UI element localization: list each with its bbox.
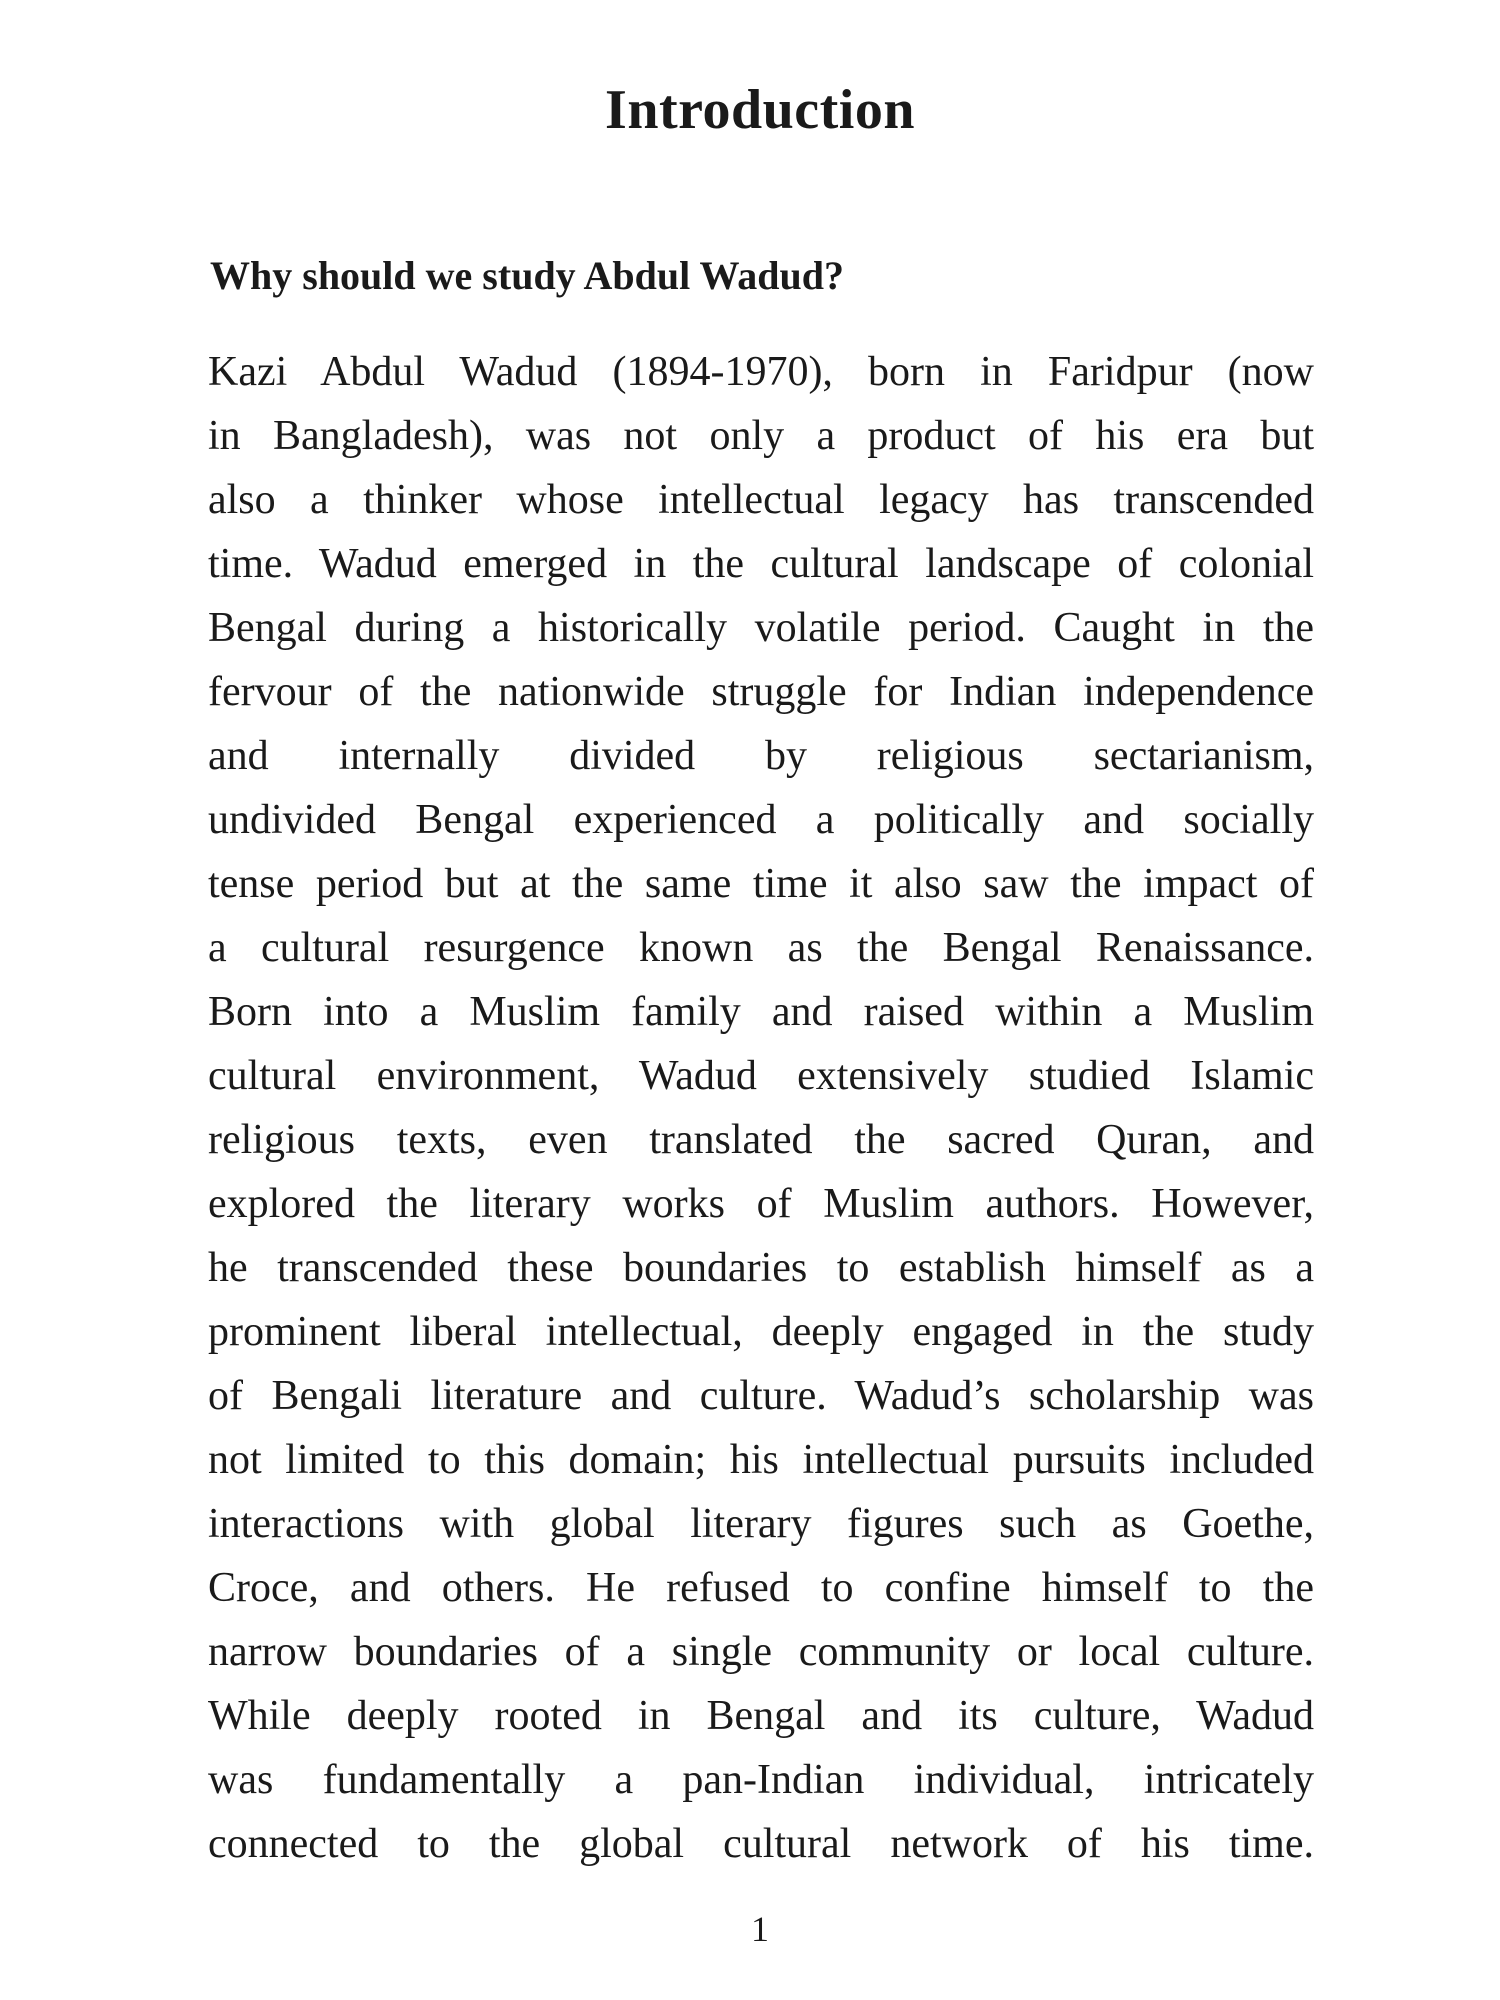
paragraph-line: connected to the global cultural network of his time. <box>208 1821 1314 1867</box>
body-paragraph <box>208 340 1314 1876</box>
paragraph-line: cultural environment, Wadud extensively studied Islamic <box>208 1053 1314 1099</box>
paragraph-line: narrow boundaries of a single community or local culture. <box>208 1629 1314 1675</box>
chapter-title: Introduction <box>605 79 915 141</box>
paragraph-line: Bengal during a historically volatile period. Caught in the <box>208 605 1314 651</box>
paragraph-line: tense period but at the same time it also saw the impact of <box>208 861 1314 907</box>
paragraph-line: time. Wadud emerged in the cultural landscape of colonial <box>208 541 1314 587</box>
paragraph-line: in Bangladesh), was not only a product of his era but <box>208 413 1314 459</box>
paragraph-line: While deeply rooted in Bengal and its culture, Wadud <box>208 1693 1314 1739</box>
paragraph-line: a cultural resurgence known as the Bengal Renaissance. <box>208 925 1314 971</box>
paragraph-line: explored the literary works of Muslim authors. However, <box>208 1181 1314 1227</box>
paragraph-line: religious texts, even translated the sacred Quran, and <box>208 1117 1314 1163</box>
paragraph-line: he transcended these boundaries to establish himself as a <box>208 1245 1314 1291</box>
paragraph-line: of Bengali literature and culture. Wadud’s scholarship was <box>208 1373 1314 1419</box>
paragraph-line: was fundamentally a pan-Indian individual, intricately <box>208 1757 1314 1803</box>
paragraph-line: prominent liberal intellectual, deeply engaged in the study <box>208 1309 1314 1355</box>
paragraph-line: undivided Bengal experienced a politically and socially <box>208 797 1314 843</box>
paragraph-line: Croce, and others. He refused to confine himself to the <box>208 1565 1314 1611</box>
paragraph-line: not limited to this domain; his intellectual pursuits included <box>208 1437 1314 1483</box>
section-heading: Why should we study Abdul Wadud? <box>210 253 845 298</box>
paragraph-line: Kazi Abdul Wadud (1894-1970), born in Faridpur (now <box>208 349 1314 395</box>
paragraph-line: and internally divided by religious sectarianism, <box>208 733 1314 779</box>
paragraph-line: also a thinker whose intellectual legacy has transcended <box>208 477 1314 523</box>
page-number: 1 <box>751 1909 769 1949</box>
paragraph-line: interactions with global literary figures such as Goethe, <box>208 1501 1314 1547</box>
paragraph-line: fervour of the nationwide struggle for Indian independence <box>208 669 1314 715</box>
paragraph-line: Born into a Muslim family and raised within a Muslim <box>208 989 1314 1035</box>
